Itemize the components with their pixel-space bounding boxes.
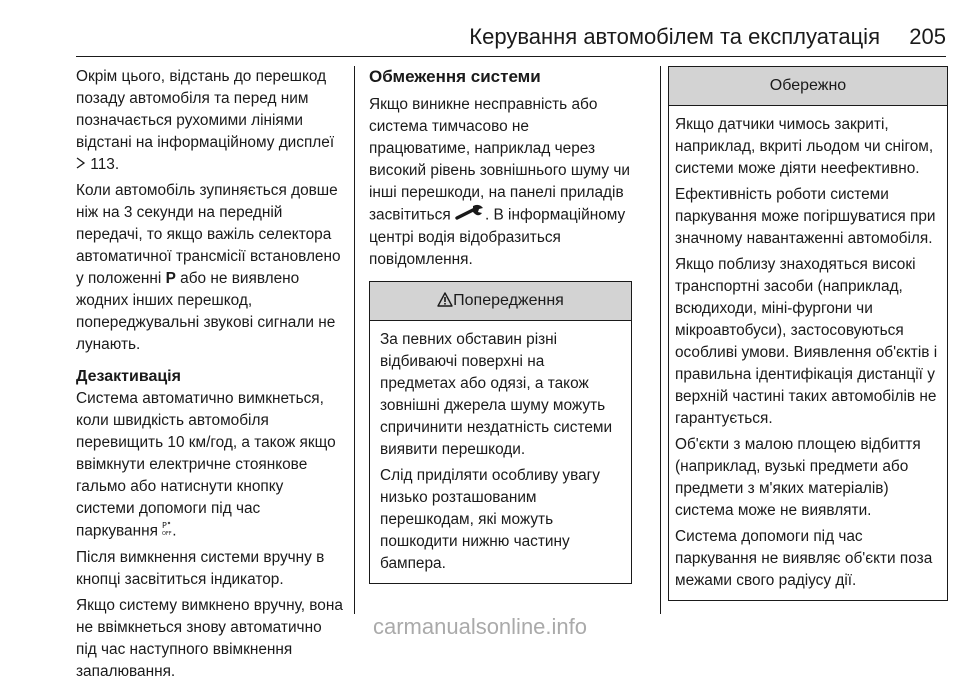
column-divider: [660, 66, 661, 614]
text: . В інформаційному центрі водія відобразиться повідомлення.: [369, 206, 626, 268]
header-title: Керування автомобілем та експлуатація: [469, 24, 880, 49]
caution-paragraph: Ефективність роботи системи паркування може погіршуватися при значному навантаженні автомобіля.: [675, 186, 936, 247]
watermark: carmanualsonline.info: [372, 614, 588, 639]
warning-triangle-icon: [437, 282, 453, 320]
text: .: [172, 522, 177, 540]
svg-text:OFF: OFF: [162, 531, 172, 537]
caution-paragraph: Якщо поблизу знаходяться високі транспортні засоби (наприклад, всюдиходи, міні-фургони чи мікроавтобуси), застосовуються особливі умови. Виявлення об'єктів і правильна ідентифікація дистанції у верхній частині таких автомобілів не гарантується.: [675, 256, 938, 427]
warning-paragraph: За певних обставин різні відбиваючі поверхні на предметах або одязі, а також зовнішні джерела шуму можуть спричинити нездатність системи виявити перешкоди.: [380, 331, 613, 458]
warning-box-header: [370, 282, 631, 321]
column-right: [668, 66, 948, 601]
text: Коли автомобіль зупиняється довше ніж на 3 секунди на передній передачі, то якщо важіль селектора автоматичної трансмісії встановлено у положенні: [76, 182, 341, 288]
caution-box-body: [669, 106, 947, 600]
parking-assist-off-icon: [162, 520, 172, 543]
paragraph-malfunction: [369, 94, 632, 271]
warning-box-body: [370, 321, 631, 583]
paragraph-indicator: Після вимкнення системи вручну в кнопці засвітиться індикатор.: [76, 549, 325, 589]
page-number: 205: [909, 24, 946, 49]
column-middle: [369, 66, 632, 584]
deactivation-section: [76, 366, 346, 543]
warning-box: [369, 281, 632, 584]
paragraph-manual-off: Якщо систему вимкнено вручну, вона не ввімкнеться знову автоматично під час наступного ввімкнення запалювання.: [76, 597, 343, 681]
caution-box-header: Обережно: [669, 67, 947, 106]
column-divider: [354, 66, 355, 614]
paragraph-stop: [76, 180, 346, 356]
text: або не виявлено жодних інших перешкод, попереджувальні звукові сигнали не лунають.: [76, 270, 336, 354]
paragraph-distance-lines: [76, 66, 346, 176]
svg-text:P: P: [162, 521, 168, 531]
gear-p-label: P: [165, 270, 176, 288]
caution-paragraph: Система допомоги під час паркування не виявляє об'єкти поза межами свого радіусу дії.: [675, 528, 933, 589]
wrench-icon: [455, 204, 485, 227]
caution-paragraph: Об'єкти з малою площею відбиття (наприклад, вузькі предмети або предмети з м'яких матеріалів) система може не виявляти.: [675, 436, 921, 519]
system-limits-heading: Обмеження системи: [369, 67, 541, 86]
text: Система автоматично вимкнеться, коли швидкість автомобіля перевищить 10 км/год, а також якщо ввімкнути електричне стоянкове гальмо або натиснути кнопку системи допомоги під час паркування: [76, 390, 336, 540]
column-left: [76, 66, 346, 687]
caution-paragraph: Якщо датчики чимось закриті, наприклад, вкриті льодом чи снігом, системи може діяти неефективно.: [675, 116, 934, 177]
text: Якщо виникне несправність або система тимчасово не працюватиме, наприклад через високий рівень зовнішнього шуму чи інші перешкоди, на панелі приладів засвітиться: [369, 96, 631, 224]
caution-box: [668, 66, 948, 601]
deactivation-heading: Дезактивація: [76, 368, 181, 386]
text: Окрім цього, відстань до перешкод позаду автомобіля та перед ним позначається рухомими лініями відстані на інформаційному дисплеї: [76, 68, 335, 151]
header-rule: [76, 56, 946, 57]
warning-title: Попередження: [453, 292, 564, 310]
warning-paragraph: Слід приділяти особливу увагу низько розташованим перешкодам, які можуть пошкодити нижню частину бампера.: [380, 467, 600, 572]
page-ref-arrow-icon: [76, 154, 86, 176]
page-reference[interactable]: 113.: [90, 156, 120, 174]
